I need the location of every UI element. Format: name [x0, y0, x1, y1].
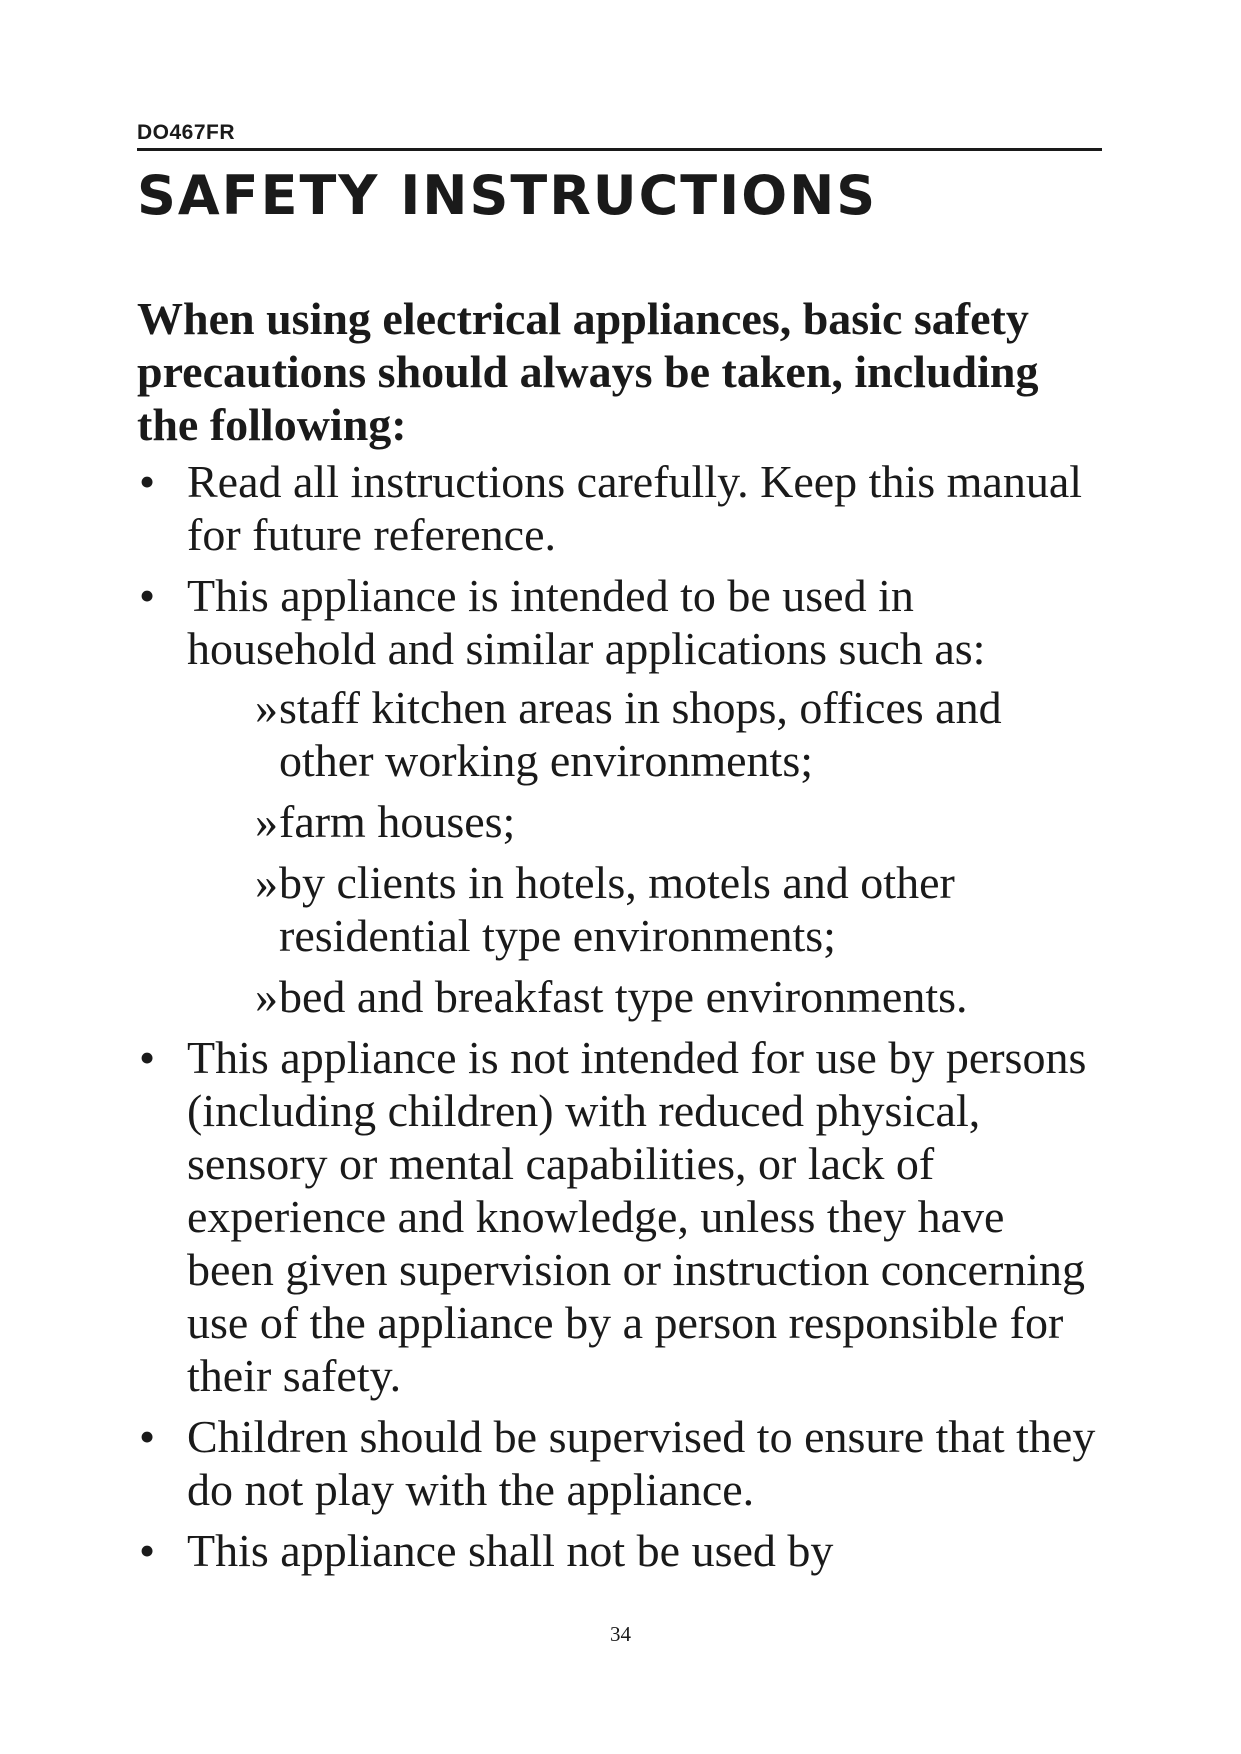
bullet-text: Read all instructions carefully. Keep this manual for future reference. [187, 456, 1083, 560]
application-text: staff kitchen areas in shops, offices and other working environments; [279, 682, 1002, 786]
safety-bullet [137, 569, 1097, 1023]
page-title: SAFETY INSTRUCTIONS [137, 164, 878, 227]
bullet-text: This appliance is not intended for use by persons (including children) with reduced physical, sensory or mental capabilities, or lack of experience and knowledge, unless they have been given supervision or instruction concerning use of the appliance by a person responsible for their safety. [187, 1032, 1087, 1401]
application-item [255, 970, 1097, 1023]
sub-marker: » [255, 971, 278, 1022]
application-item [255, 681, 1097, 787]
safety-bullet [137, 1031, 1097, 1402]
bullet-text: Children should be supervised to ensure that they do not play with the appliance. [187, 1411, 1096, 1515]
sub-marker: » [255, 682, 278, 733]
bullet-marker: • [139, 1032, 156, 1083]
bullet-marker: • [139, 1411, 156, 1462]
application-item [255, 856, 1097, 962]
safety-bullet [137, 455, 1097, 561]
page-number: 34 [610, 1622, 631, 1646]
application-text: farm houses; [279, 796, 516, 847]
bullet-marker: • [139, 1525, 156, 1576]
header-divider [137, 148, 1102, 151]
intro-paragraph: When using electrical appliances, basic safety precautions should always be taken, including the following: [137, 293, 1039, 450]
safety-content [137, 292, 1097, 1585]
application-text: by clients in hotels, motels and other residential type environments; [279, 857, 955, 961]
safety-bullet-list [137, 455, 1097, 1577]
bullet-text: This appliance shall not be used by [187, 1525, 834, 1576]
sub-marker: » [255, 857, 278, 908]
application-item [255, 795, 1097, 848]
safety-bullet [137, 1410, 1097, 1516]
bullet-marker: • [139, 570, 156, 621]
sub-marker: » [255, 796, 278, 847]
bullet-text: This appliance is intended to be used in household and similar applications such as: [187, 570, 986, 674]
applications-sublist [187, 681, 1097, 1023]
application-text: bed and breakfast type environments. [279, 971, 968, 1022]
bullet-marker: • [139, 456, 156, 507]
model-code: DO467FR [137, 121, 236, 144]
safety-bullet [137, 1524, 1097, 1577]
